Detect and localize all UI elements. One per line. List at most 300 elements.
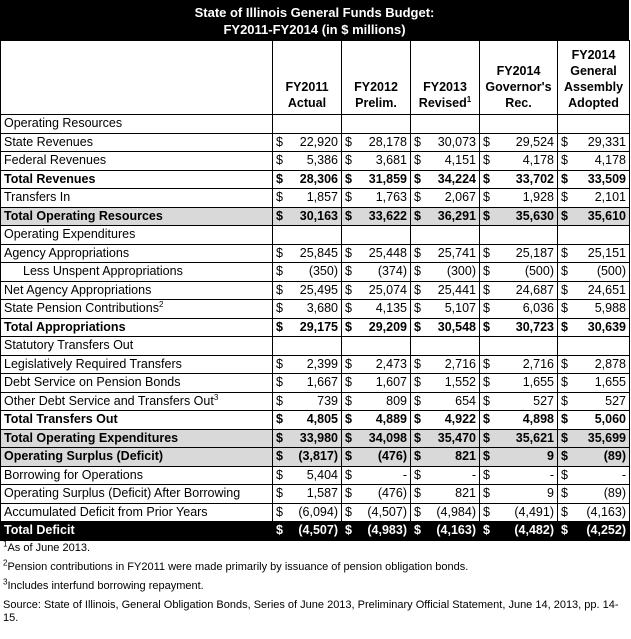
footnote-text: As of June 2013. — [7, 541, 91, 554]
dollar-sign: $ — [561, 430, 568, 445]
value-cell — [558, 392, 630, 411]
title-line-1: State of Illinois General Funds Budget: — [194, 5, 435, 20]
dollar-sign: $ — [345, 430, 352, 445]
dollar-sign: $ — [414, 190, 421, 205]
footnote-number: 1 — [3, 538, 8, 548]
cell-value: 25,741 — [437, 245, 476, 260]
cell-value: 809 — [386, 393, 407, 408]
value-cell — [273, 263, 342, 282]
cell-value: - — [549, 467, 554, 482]
row-label-text: Total Transfers Out — [4, 412, 118, 427]
dollar-sign: $ — [561, 375, 568, 390]
cell-value: 33,980 — [299, 430, 338, 445]
column-header-line: Revised$^1$ — [418, 94, 472, 110]
dollar-sign: $ — [561, 467, 568, 482]
dollar-sign: $ — [345, 319, 352, 334]
value-cell — [273, 189, 342, 208]
footnote-number: 2 — [3, 557, 8, 567]
dollar-sign: $ — [276, 412, 283, 427]
value-cell — [273, 448, 342, 467]
table-row — [1, 115, 630, 134]
row-label — [1, 133, 273, 152]
dollar-sign: $ — [483, 208, 490, 223]
row-label-text: Legislatively Required Transfers — [4, 356, 182, 371]
cell-value: 30,723 — [515, 319, 554, 334]
table-row — [1, 411, 630, 430]
dollar-sign: $ — [483, 467, 490, 482]
column-header — [342, 41, 411, 115]
cell-value: 29,331 — [587, 134, 626, 149]
dollar-sign: $ — [345, 134, 352, 149]
column-header-line: FY2011 — [285, 80, 329, 94]
dollar-sign: $ — [414, 356, 421, 371]
cell-value: (4,163) — [436, 523, 476, 538]
value-cell — [480, 466, 558, 485]
value-cell — [273, 485, 342, 504]
dollar-sign: $ — [414, 467, 421, 482]
value-cell — [342, 133, 411, 152]
dollar-sign: $ — [483, 393, 490, 408]
row-label — [1, 503, 273, 522]
row-label — [1, 226, 273, 245]
row-label — [1, 355, 273, 374]
value-cell — [480, 170, 558, 189]
column-header — [273, 41, 342, 115]
value-cell — [273, 170, 342, 189]
cell-value: 6,036 — [522, 301, 554, 316]
value-cell — [411, 485, 480, 504]
value-cell — [273, 522, 342, 541]
cell-value: (4,491) — [514, 504, 554, 519]
dollar-sign: $ — [276, 486, 283, 501]
value-cell — [411, 448, 480, 467]
dollar-sign: $ — [414, 430, 421, 445]
dollar-sign: $ — [345, 208, 352, 223]
dollar-sign: $ — [561, 301, 568, 316]
value-cell — [273, 244, 342, 263]
dollar-sign: $ — [561, 245, 568, 260]
value-cell — [273, 392, 342, 411]
table-row — [1, 207, 630, 226]
row-label-text: Transfers In — [4, 190, 71, 205]
value-cell — [342, 226, 411, 245]
value-cell — [273, 226, 342, 245]
dollar-sign: $ — [483, 245, 490, 260]
cell-value: 25,495 — [299, 282, 338, 297]
dollar-sign: $ — [345, 245, 352, 260]
value-cell — [480, 355, 558, 374]
row-label — [1, 429, 273, 448]
column-header — [558, 41, 630, 115]
value-cell — [273, 281, 342, 300]
value-cell — [411, 318, 480, 337]
dollar-sign: $ — [414, 523, 421, 538]
column-header — [411, 41, 480, 115]
footnote-marker: 1 — [466, 94, 472, 104]
row-label — [1, 448, 273, 467]
footnote-text: Pension contributions in FY2011 were made primarily by issuance of pension obligation bonds. — [7, 560, 469, 573]
value-cell — [558, 281, 630, 300]
value-cell — [411, 115, 480, 134]
value-cell — [558, 503, 630, 522]
cell-value: 2,399 — [306, 356, 338, 371]
value-cell — [273, 429, 342, 448]
value-cell — [480, 133, 558, 152]
cell-value: 1,667 — [306, 375, 338, 390]
dollar-sign: $ — [276, 356, 283, 371]
table-row — [1, 189, 630, 208]
cell-value: 1,928 — [522, 190, 554, 205]
cell-value: 25,448 — [368, 245, 407, 260]
value-cell — [273, 374, 342, 393]
cell-value: (500) — [524, 264, 554, 279]
value-cell — [480, 207, 558, 226]
value-cell — [342, 411, 411, 430]
column-header — [480, 41, 558, 115]
footnote — [3, 557, 626, 580]
cell-value: 24,687 — [515, 282, 554, 297]
dollar-sign: $ — [483, 264, 490, 279]
dollar-sign: $ — [276, 375, 283, 390]
cell-value: 34,098 — [368, 430, 407, 445]
value-cell — [480, 115, 558, 134]
value-cell — [480, 429, 558, 448]
dollar-sign: $ — [561, 282, 568, 297]
header-row — [1, 41, 630, 115]
dollar-sign: $ — [561, 412, 568, 427]
table-row — [1, 466, 630, 485]
dollar-sign: $ — [414, 245, 421, 260]
value-cell — [480, 392, 558, 411]
value-cell — [411, 522, 480, 541]
footnote — [3, 598, 626, 624]
dollar-sign: $ — [414, 504, 421, 519]
cell-value: (350) — [308, 264, 338, 279]
row-label-text: Less Unspent Appropriations — [23, 264, 183, 279]
cell-value: (4,507) — [298, 523, 338, 538]
row-label — [1, 152, 273, 171]
dollar-sign: $ — [276, 153, 283, 168]
value-cell — [342, 355, 411, 374]
value-cell — [342, 392, 411, 411]
dollar-sign: $ — [345, 356, 352, 371]
value-cell — [558, 115, 630, 134]
dollar-sign: $ — [276, 319, 283, 334]
dollar-sign: $ — [414, 375, 421, 390]
value-cell — [411, 503, 480, 522]
cell-value: 2,473 — [375, 356, 407, 371]
row-label-text: Agency Appropriations — [4, 245, 130, 260]
dollar-sign: $ — [414, 282, 421, 297]
value-cell — [558, 429, 630, 448]
dollar-sign: $ — [483, 430, 490, 445]
row-label-text: Operating Surplus (Deficit) — [4, 449, 164, 464]
value-cell — [558, 466, 630, 485]
cell-value: 4,151 — [444, 153, 476, 168]
cell-value: 654 — [455, 393, 476, 408]
cell-value: 4,135 — [375, 301, 407, 316]
cell-value: 5,988 — [594, 301, 626, 316]
cell-value: 35,699 — [587, 430, 626, 445]
value-cell — [558, 411, 630, 430]
dollar-sign: $ — [414, 171, 421, 186]
dollar-sign: $ — [345, 301, 352, 316]
cell-value: 9 — [547, 449, 554, 464]
cell-value: 4,805 — [306, 412, 338, 427]
row-label-text: Total Operating Expenditures — [4, 430, 179, 445]
cell-value: 1,857 — [306, 190, 338, 205]
cell-value: 33,509 — [587, 171, 626, 186]
cell-value: 25,151 — [587, 245, 626, 260]
value-cell — [558, 300, 630, 319]
dollar-sign: $ — [345, 523, 352, 538]
footnote-marker: 2 — [158, 300, 164, 310]
cell-value: 25,187 — [515, 245, 554, 260]
dollar-sign: $ — [345, 153, 352, 168]
table-row — [1, 263, 630, 282]
cell-value: (89) — [603, 486, 626, 501]
value-cell — [411, 152, 480, 171]
cell-value: (6,094) — [298, 504, 338, 519]
dollar-sign: $ — [561, 171, 568, 186]
value-cell — [411, 170, 480, 189]
value-cell — [480, 448, 558, 467]
value-cell — [558, 337, 630, 356]
footnote-text: Includes interfund borrowing repayment. — [7, 579, 204, 592]
row-label-text: Total Revenues — [4, 171, 96, 186]
dollar-sign: $ — [483, 171, 490, 186]
value-cell — [342, 374, 411, 393]
dollar-sign: $ — [345, 449, 352, 464]
table-row — [1, 355, 630, 374]
value-cell — [480, 503, 558, 522]
cell-value: 30,163 — [299, 208, 338, 223]
row-label-text: Statutory Transfers Out — [4, 338, 134, 353]
value-cell — [273, 355, 342, 374]
column-header-line: Prelim. — [355, 96, 397, 110]
dollar-sign: $ — [345, 190, 352, 205]
value-cell — [273, 207, 342, 226]
row-label-text: Accumulated Deficit from Prior Years — [4, 504, 208, 519]
cell-value: 34,224 — [437, 171, 476, 186]
value-cell — [480, 189, 558, 208]
dollar-sign: $ — [345, 467, 352, 482]
cell-value: 3,680 — [306, 301, 338, 316]
cell-value: 739 — [317, 393, 338, 408]
value-cell — [411, 244, 480, 263]
row-label — [1, 522, 273, 541]
dollar-sign: $ — [483, 523, 490, 538]
value-cell — [411, 374, 480, 393]
value-cell — [558, 355, 630, 374]
value-cell — [558, 207, 630, 226]
cell-value: 24,651 — [587, 282, 626, 297]
row-label — [1, 337, 273, 356]
value-cell — [480, 226, 558, 245]
cell-value: 35,610 — [587, 208, 626, 223]
dollar-sign: $ — [483, 412, 490, 427]
value-cell — [273, 300, 342, 319]
dollar-sign: $ — [483, 504, 490, 519]
value-cell — [342, 466, 411, 485]
cell-value: - — [471, 467, 476, 482]
value-cell — [411, 300, 480, 319]
value-cell — [558, 244, 630, 263]
value-cell — [411, 411, 480, 430]
value-cell — [411, 263, 480, 282]
row-label-text: State Pension Contributions — [4, 301, 159, 316]
value-cell — [480, 263, 558, 282]
dollar-sign: $ — [276, 467, 283, 482]
value-cell — [411, 133, 480, 152]
row-label-text: Borrowing for Operations — [4, 467, 143, 482]
cell-value: 25,845 — [299, 245, 338, 260]
value-cell — [342, 318, 411, 337]
row-label-text: Other Debt Service and Transfers Out — [4, 393, 214, 408]
value-cell — [273, 503, 342, 522]
dollar-sign: $ — [414, 486, 421, 501]
row-label — [1, 115, 273, 134]
table-row — [1, 374, 630, 393]
cell-value: 2,716 — [522, 356, 554, 371]
row-label-text: Federal Revenues — [4, 153, 107, 168]
row-label — [1, 263, 273, 282]
column-header-line: Governor's — [485, 80, 552, 94]
dollar-sign: $ — [561, 356, 568, 371]
column-header-line: Adopted — [568, 96, 619, 110]
cell-value: (4,983) — [367, 523, 407, 538]
table-row — [1, 503, 630, 522]
dollar-sign: $ — [561, 486, 568, 501]
cell-value: (374) — [377, 264, 407, 279]
value-cell — [480, 522, 558, 541]
footnote-number: 3 — [3, 576, 8, 586]
dollar-sign: $ — [483, 153, 490, 168]
cell-value: 5,404 — [306, 467, 338, 482]
cell-value: 22,920 — [299, 134, 338, 149]
column-header-line: FY2014 — [571, 48, 616, 62]
cell-value: 4,889 — [375, 412, 407, 427]
value-cell — [342, 429, 411, 448]
value-cell — [411, 281, 480, 300]
cell-value: 25,074 — [368, 282, 407, 297]
dollar-sign: $ — [561, 190, 568, 205]
value-cell — [411, 429, 480, 448]
value-cell — [480, 411, 558, 430]
cell-value: 1,587 — [306, 486, 338, 501]
dollar-sign: $ — [414, 412, 421, 427]
cell-value: 527 — [605, 393, 626, 408]
footnotes — [0, 538, 629, 624]
row-label — [1, 392, 273, 411]
row-label — [1, 300, 273, 319]
cell-value: 1,655 — [594, 375, 626, 390]
row-label-text: Total Appropriations — [4, 319, 126, 334]
dollar-sign: $ — [561, 319, 568, 334]
value-cell — [273, 318, 342, 337]
cell-value: (3,817) — [298, 449, 338, 464]
dollar-sign: $ — [414, 393, 421, 408]
cell-value: (4,163) — [586, 504, 626, 519]
column-header-line: FY2013 — [423, 80, 467, 94]
row-label-text: Operating Expenditures — [4, 227, 136, 242]
value-cell — [411, 337, 480, 356]
table-row — [1, 152, 630, 171]
table-row — [1, 226, 630, 245]
value-cell — [480, 374, 558, 393]
cell-value: - — [621, 467, 626, 482]
cell-value: 4,898 — [522, 412, 554, 427]
value-cell — [558, 263, 630, 282]
value-cell — [342, 152, 411, 171]
cell-value: 821 — [455, 486, 476, 501]
value-cell — [480, 152, 558, 171]
column-header-line: Actual — [287, 96, 327, 110]
row-label-text: Total Deficit — [4, 523, 75, 538]
cell-value: 1,552 — [444, 375, 476, 390]
table-row — [1, 522, 630, 541]
dollar-sign: $ — [414, 449, 421, 464]
dollar-sign: $ — [561, 504, 568, 519]
cell-value: 30,639 — [587, 319, 626, 334]
cell-value: 2,067 — [444, 190, 476, 205]
value-cell — [342, 337, 411, 356]
dollar-sign: $ — [561, 208, 568, 223]
value-cell — [558, 189, 630, 208]
row-label-text: Operating Resources — [4, 116, 123, 131]
cell-value: 29,175 — [299, 319, 338, 334]
cell-value: 4,178 — [594, 153, 626, 168]
column-header-line: FY2012 — [354, 80, 398, 94]
cell-value: 35,621 — [515, 430, 554, 445]
row-label — [1, 374, 273, 393]
header-label-cell — [1, 41, 273, 115]
value-cell — [273, 411, 342, 430]
footnote — [3, 576, 626, 599]
cell-value: 5,060 — [594, 412, 626, 427]
cell-value: 2,101 — [594, 190, 626, 205]
dollar-sign: $ — [561, 449, 568, 464]
value-cell — [342, 115, 411, 134]
value-cell — [480, 337, 558, 356]
row-label-text: Net Agency Appropriations — [4, 282, 152, 297]
value-cell — [558, 448, 630, 467]
column-header-line: General — [570, 64, 617, 78]
value-cell — [411, 355, 480, 374]
cell-value: (4,252) — [586, 523, 626, 538]
value-cell — [411, 392, 480, 411]
dollar-sign: $ — [561, 523, 568, 538]
cell-value: (476) — [377, 449, 407, 464]
value-cell — [342, 503, 411, 522]
cell-value: 28,306 — [299, 171, 338, 186]
value-cell — [558, 152, 630, 171]
value-cell — [342, 170, 411, 189]
dollar-sign: $ — [483, 282, 490, 297]
cell-value: 5,386 — [306, 153, 338, 168]
column-header-line: Rec. — [505, 96, 532, 110]
cell-value: - — [402, 467, 407, 482]
value-cell — [342, 189, 411, 208]
dollar-sign: $ — [276, 134, 283, 149]
value-cell — [342, 263, 411, 282]
cell-value: (4,482) — [514, 523, 554, 538]
dollar-sign: $ — [276, 449, 283, 464]
row-label-text: Operating Surplus (Deficit) After Borrowing — [4, 486, 241, 501]
row-label — [1, 318, 273, 337]
dollar-sign: $ — [414, 153, 421, 168]
footnote — [3, 538, 626, 561]
